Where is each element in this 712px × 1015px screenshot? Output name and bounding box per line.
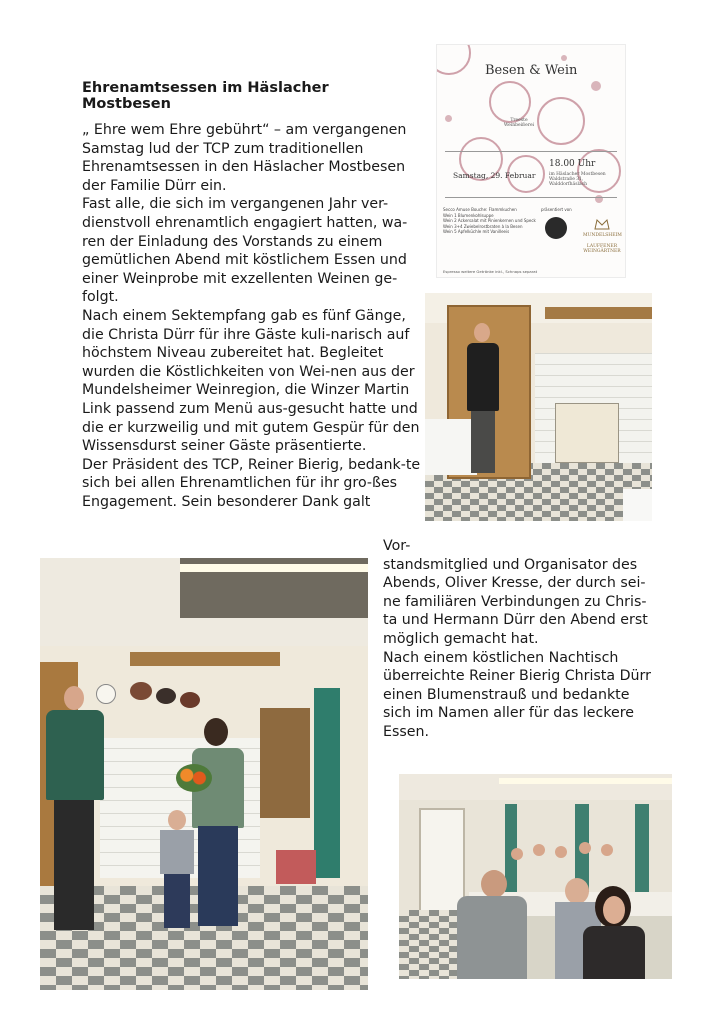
- poster-time: 18.00 Uhr: [549, 159, 596, 169]
- divider: [445, 197, 617, 198]
- guest-woman-smiling-body: [583, 926, 645, 979]
- person-body: [467, 343, 499, 411]
- wall-clock: [96, 684, 116, 704]
- divider: [445, 151, 617, 152]
- article-paragraph-1: „ Ehre wem Ehre gebührt“ – am vergangenen Samstag lud der TCP zum traditionellen Ehrenamtsessen in den Häslacher Mostbesen der Familie Dürr ein. Fast alle, die sich im vergangenen Jahr ver-dienstvoll ehrenamtlich engagiert hatten, wa-ren der Einladung des Vorstands zu einem gemütlichen Abend mit köstlichem Essen und einer Weinprobe mit exzellenten Weinen ge-folgt. Nach einem Sektempfang gab es fünf Gänge, die Christa Dürr für ihre Gäste kuli-narisch auf höchstem Niveau zubereitet hat. Begleitet wurden die Köstlichkeiten von Wei-nen aus der Mundelsheimer Weinregion, die Winzer Martin Link passend zum Menü aus-gesucht hatte und die er kurzweilig und mit gutem Gespür für den Wissensdurst seiner Gäste präsentierte. Der Präsident des TCP, Reiner Bierig, bedank-te sich bei allen Ehrenamtlichen für ihr gro-ßes Engagement. Sein besonderer Dank galt: [82, 122, 421, 510]
- poster-date: Samstag, 29. Februar: [453, 171, 536, 180]
- photo-man-in-kitchen: [425, 293, 652, 521]
- poster-footer: Espresso weitere Getränke inkl., Schnaps separat: [443, 269, 538, 274]
- event-poster: [436, 44, 626, 278]
- guest: [579, 842, 591, 854]
- wooden-shelf: [545, 307, 652, 319]
- menu-line: Wein 2 Ackersalat mit Pinienkernen und Speck: [443, 218, 536, 223]
- guest-man-foreground-body: [457, 896, 527, 979]
- article-title: Ehrenamtsessen im Häslacher Mostbesen: [82, 80, 329, 112]
- guest-woman-smiling-face: [603, 896, 625, 924]
- stove: [555, 403, 619, 463]
- person-head: [474, 323, 490, 342]
- menu-line: Wein 1 Blumenkohlsuppe: [443, 212, 494, 218]
- poster-sponsor-text: präsentiert von: [541, 207, 572, 212]
- poster-subtitle: Treeste Weinbeißerei: [503, 118, 535, 128]
- menu-line: Wein 3+4 Zwiebelrostbraten à la Besen: [443, 223, 523, 229]
- wine-stain: [445, 115, 452, 122]
- red-checked-bench: [276, 850, 316, 884]
- guest: [533, 844, 545, 856]
- speaker-legs: [54, 800, 94, 930]
- white-table: [425, 419, 477, 475]
- woman-legs: [198, 826, 238, 926]
- mundelsheim-label: MUNDELSHEIM: [583, 233, 622, 238]
- wine-stain: [561, 55, 567, 61]
- person-legs: [471, 411, 495, 473]
- article-paragraph-2: Vor- standsmitglied und Organisator des Abends, Oliver Kresse, der durch sei-ne familiären Verbindungen zu Chris-ta und Hermann Dürr den Abend erst möglich gemacht hat. Nach einem köstlichen Nachtisch überreichte Reiner Bierig Christa Dürr einen Blumenstrauß und bedankte sich im Namen aller für das leckere Essen.: [383, 538, 651, 740]
- glass-door: [419, 808, 465, 912]
- flower-bouquet: [176, 764, 212, 792]
- poster-address: im Häslacher Mostbesen Waldstraße 31, Walddorfhäslach: [549, 172, 606, 187]
- wine-stain: [436, 44, 471, 75]
- guest-woman-head: [565, 878, 589, 904]
- photo-flower-presentation: [40, 558, 368, 990]
- poster-title: Besen & Wein: [485, 63, 578, 78]
- menu-line: Wein 5 Apfelküchle mit Vanilleeis: [443, 229, 510, 234]
- green-curtain: [635, 804, 649, 894]
- ceiling-light: [499, 778, 672, 784]
- wine-stain: [489, 81, 531, 123]
- child-legs: [164, 874, 190, 928]
- child-body: [160, 830, 194, 874]
- hat: [156, 688, 176, 704]
- poster-menu: [443, 207, 538, 235]
- menu-line: Secco Amuse Bouche: Flammkuchen: [443, 207, 517, 212]
- photo-dinner-guests: [399, 774, 672, 979]
- guest: [601, 844, 613, 856]
- child-head: [168, 810, 186, 830]
- hat: [130, 682, 152, 700]
- guest-man-foreground-head: [481, 870, 507, 898]
- winery-logo: [545, 217, 567, 239]
- wall-cabinet: [260, 708, 310, 818]
- guest: [555, 846, 567, 858]
- guest: [511, 848, 523, 860]
- wooden-shelf: [130, 652, 280, 666]
- crown-icon: [583, 217, 621, 231]
- white-cloth: [623, 489, 652, 521]
- hat: [180, 692, 200, 708]
- mundelsheim-logo: [583, 217, 621, 239]
- speaker-head: [64, 686, 84, 710]
- wine-stain: [591, 81, 601, 91]
- speaker-body: [46, 710, 104, 800]
- ceiling-light: [180, 564, 368, 572]
- lauffener-logo: LAUFFENER WEINGÄRTNER: [583, 244, 621, 254]
- green-curtain: [314, 688, 340, 878]
- woman-head: [204, 718, 228, 746]
- wine-stain: [537, 97, 585, 145]
